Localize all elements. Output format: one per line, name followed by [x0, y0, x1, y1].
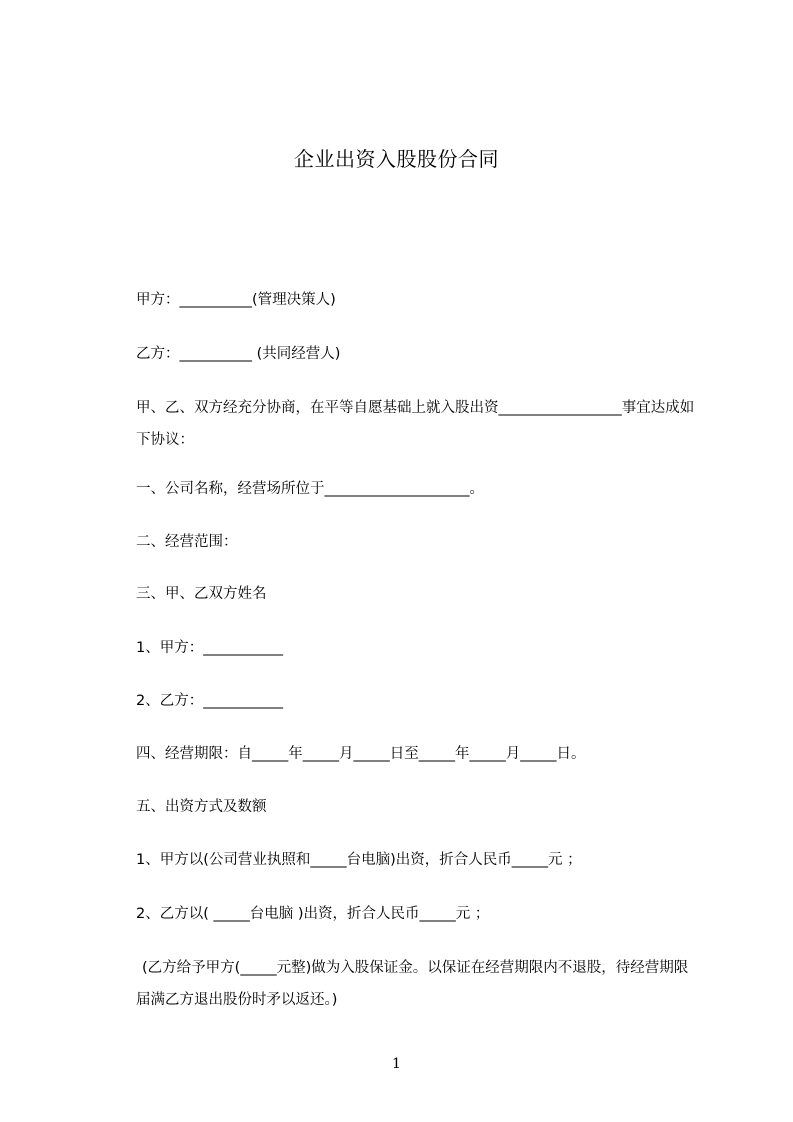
section-3-party-names: 三、甲、乙双方姓名: [136, 586, 267, 602]
document-title: 企业出资入股股份合同: [294, 147, 499, 171]
section-4-term: 四、经营期限：自_____年_____月_____日至_____年_____月_____日。: [136, 746, 586, 762]
section-3-party-b-name: 2、乙方：___________: [136, 693, 283, 709]
section-3-party-a-name: 1、甲方：___________: [136, 640, 283, 656]
section-5-party-b-contribution: 2、乙方以( _____台电脑 )出资，折合人民币_____元 ；: [136, 906, 490, 922]
party-b-line: 乙方：__________ (共同经营人): [136, 346, 341, 362]
section-1-company-name: 一、公司名称，经营场所位于____________________。: [136, 481, 484, 497]
page-number: 1: [392, 1056, 401, 1072]
section-2-business-scope: 二、经营范围：: [136, 534, 238, 550]
section-5-contribution: 五、出资方式及数额: [136, 799, 267, 815]
intro-paragraph: 甲、乙、双方经充分协商，在平等自愿基础上就入股出资_________________事宜达成如下协议：: [136, 400, 695, 448]
section-5-party-a-contribution: 1、甲方以(公司营业执照和_____台电脑)出资，折合人民币_____元 ；: [136, 852, 582, 868]
deposit-note-paragraph: (乙方给予甲方(_____元整)做为入股保证金。以保证在经营期限内不退股，待经营期限届满乙方退出股份时矛以返还。): [136, 960, 689, 1008]
party-a-line: 甲方：__________(管理决策人): [136, 292, 336, 308]
